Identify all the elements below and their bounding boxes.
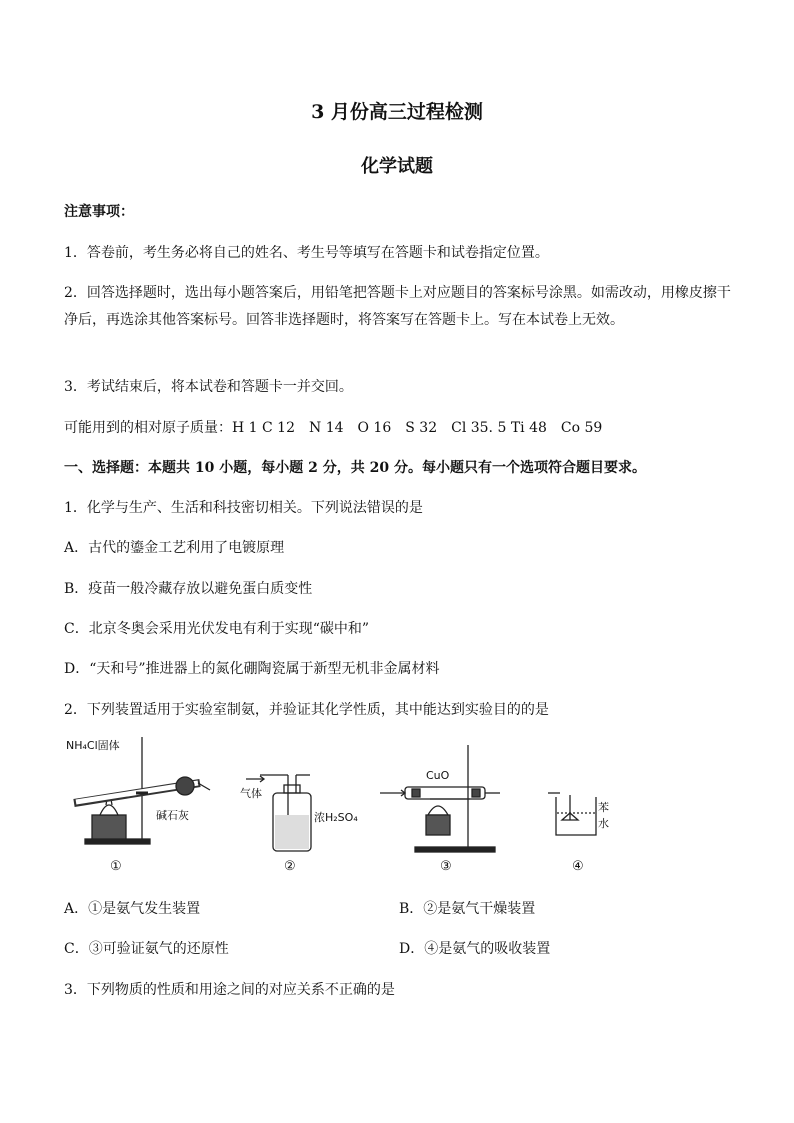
label-benzene: 苯 bbox=[598, 801, 609, 814]
q1-option-b: B．疫苗一般冷藏存放以避免蛋白质变性 bbox=[64, 581, 313, 597]
q1-stem: 1．化学与生产、生活和科技密切相关。下列说法错误的是 bbox=[64, 500, 423, 516]
apparatus-figure bbox=[60, 735, 620, 880]
q1-option-a: A．古代的鎏金工艺利用了电镀原理 bbox=[64, 540, 285, 556]
apparatus-number-1: ① bbox=[110, 859, 122, 874]
section-heading: 一、选择题：本题共 10 小题，每小题 2 分，共 20 分。每小题只有一个选项符合题目要求。 bbox=[64, 460, 646, 476]
q1-option-d: D．“天和号”推进器上的氮化硼陶瓷属于新型无机非金属材料 bbox=[64, 661, 440, 677]
atomic-masses: 可能用到的相对原子质量：H 1 C 12 N 14 O 16 S 32 Cl 35. 5 Ti 48 Co 59 bbox=[64, 420, 603, 436]
label-nh4cl: NH₄Cl固体 bbox=[66, 739, 120, 752]
q1-option-c: C．北京冬奥会采用光伏发电有利于实现“碳中和” bbox=[64, 621, 370, 637]
label-cuo: CuO bbox=[426, 769, 450, 782]
note-item-2: 2．回答选择题时，选出每小题答案后，用铅笔把答题卡上对应题目的答案标号涂黑。如需改动，用橡皮擦干净后，再选涂其他答案标号。回答非选择题时，将答案写在答题卡上。写在本试卷上无效。 bbox=[64, 285, 731, 328]
label-soda-lime: 碱石灰 bbox=[156, 809, 189, 822]
label-h2so4: 浓H₂SO₄ bbox=[314, 811, 358, 824]
label-gas: 气体 bbox=[240, 787, 262, 800]
apparatus-number-2: ② bbox=[284, 859, 296, 874]
apparatus-drawing bbox=[60, 735, 620, 880]
q2-option-a: A．①是氨气发生装置 bbox=[64, 901, 201, 917]
note-item-1: 1．答卷前，考生务必将自己的姓名、考生号等填写在答题卡和试卷指定位置。 bbox=[64, 245, 549, 261]
q2-option-c: C．③可验证氨气的还原性 bbox=[64, 941, 229, 957]
note-item-3: 3．考试结束后，将本试卷和答题卡一并交回。 bbox=[64, 379, 353, 395]
apparatus-number-4: ④ bbox=[572, 859, 584, 874]
exam-subtitle: 化学试题 bbox=[361, 156, 433, 177]
label-water: 水 bbox=[598, 817, 609, 830]
q3-stem: 3．下列物质的性质和用途之间的对应关系不正确的是 bbox=[64, 982, 395, 998]
exam-title: 3 月份高三过程检测 bbox=[311, 101, 483, 123]
q2-option-d: D．④是氨气的吸收装置 bbox=[399, 941, 551, 957]
q2-stem: 2．下列装置适用于实验室制氨，并验证其化学性质，其中能达到实验目的的是 bbox=[64, 702, 549, 718]
q2-option-b: B．②是氨气干燥装置 bbox=[399, 901, 536, 917]
apparatus-number-3: ③ bbox=[440, 859, 452, 874]
notes-heading: 注意事项： bbox=[64, 204, 134, 220]
